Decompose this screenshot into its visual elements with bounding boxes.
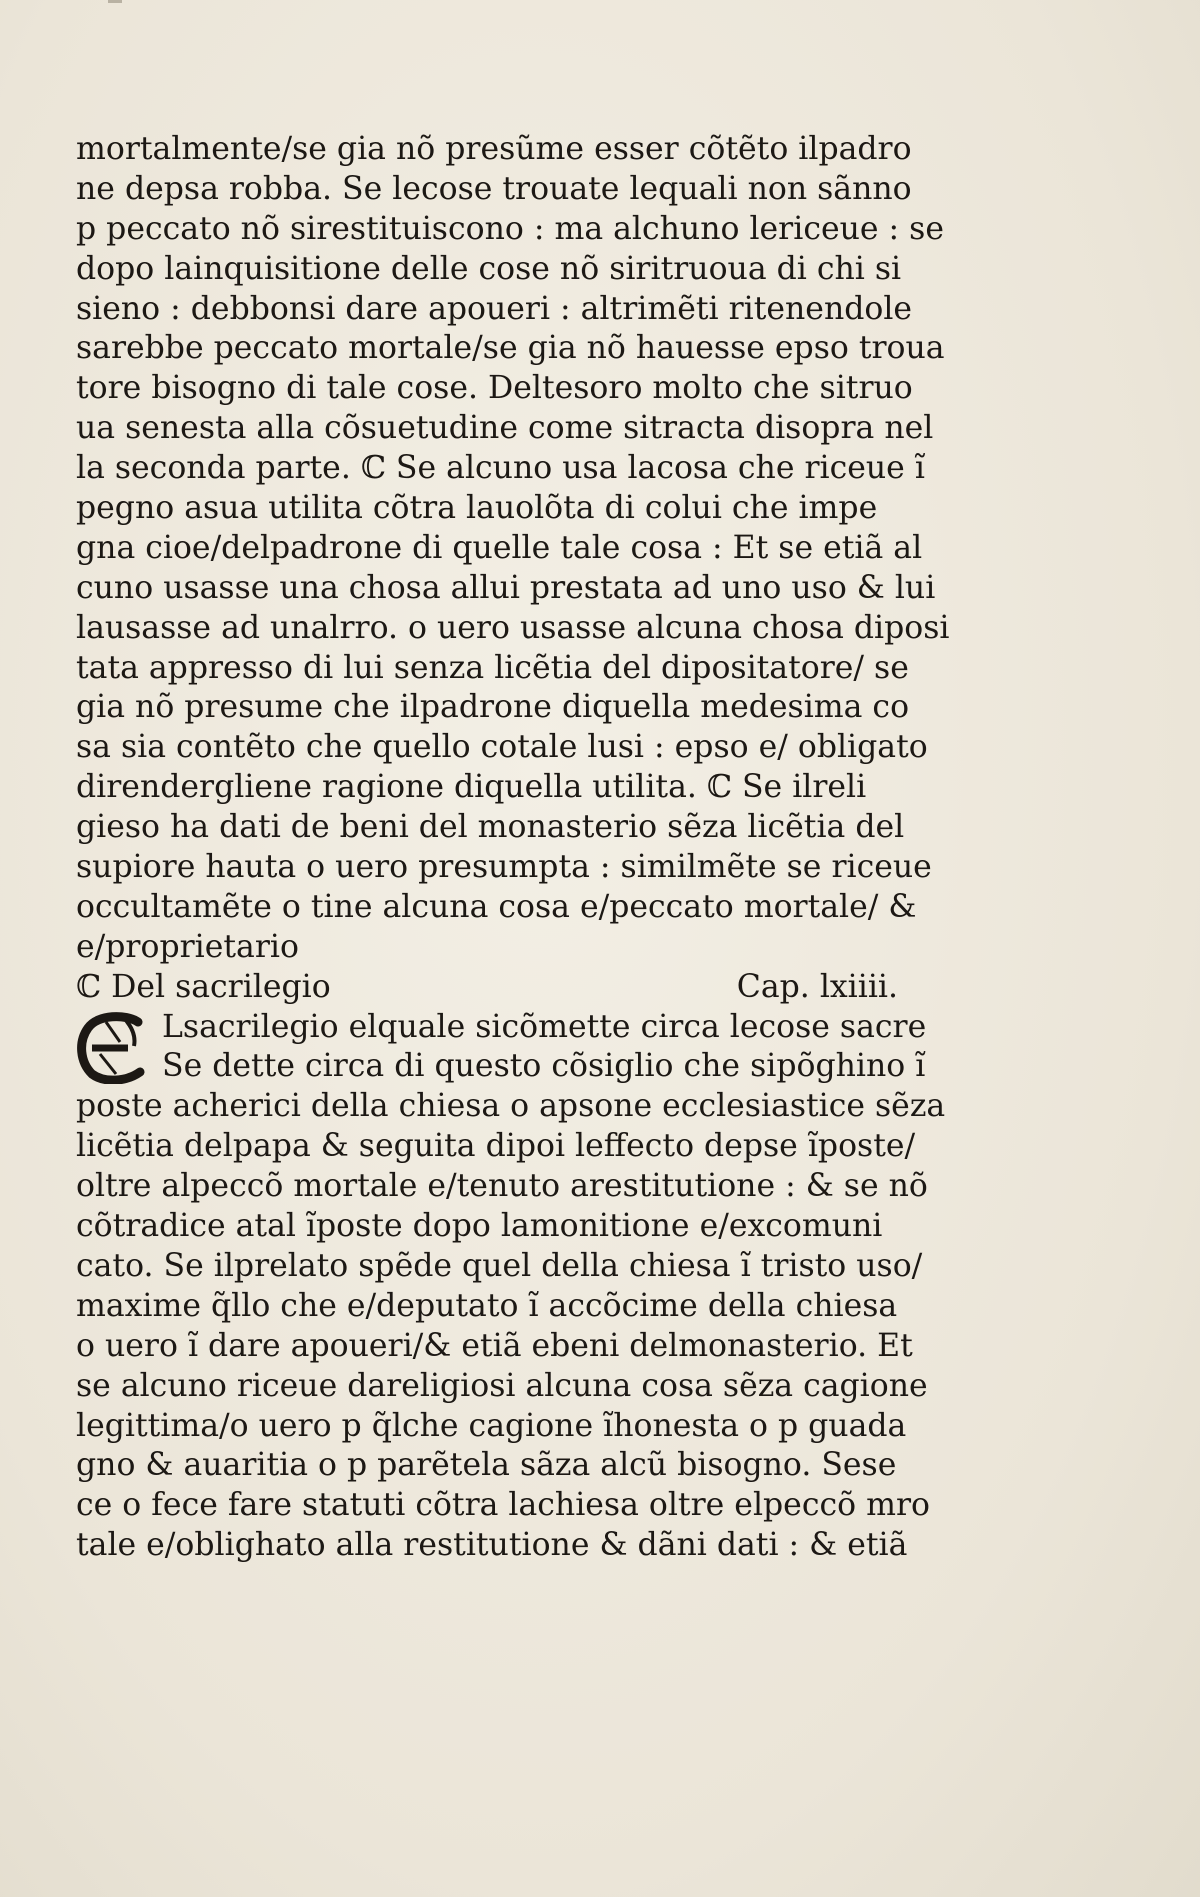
paragraph-before-heading — [76, 130, 950, 968]
text-line: cato. Se ilprelato spẽde quel della chiesa ĩ tristo uso/ — [76, 1247, 923, 1284]
text-line: legittima/o uero p q̃lche cagione ĩhonesta o p guada — [76, 1407, 907, 1444]
text-line: dopo lainquisitione delle cose nõ siritruoua di chi si — [76, 250, 902, 287]
text-line: gna cioe/delpadrone di quelle tale cosa : Et se etiã al — [76, 529, 923, 566]
text-block — [76, 130, 950, 1566]
text-line: poste acherici della chiesa o apsone ecclesiastice sẽza — [76, 1088, 946, 1125]
text-line: tore bisogno di tale cose. Deltesoro molto che sitruo — [76, 370, 913, 407]
drop-cap-paragraph — [76, 1008, 927, 1088]
text-line: direndergliene ragione diquella utilita. ℂ Se ilreli — [76, 769, 867, 806]
chapter-title: ℂ Del sacrilegio — [76, 968, 331, 1005]
text-line: cõtradice atal ĩposte dopo lamonitione e/excomuni — [76, 1208, 883, 1245]
text-line: ua senesta alla cõsuetudine come sitracta disopra nel — [76, 410, 934, 447]
text-line: o uero ĩ dare apoueri/& etiã ebeni delmonasterio. Et — [76, 1327, 913, 1364]
text-line: sa sia contẽto che quello cotale lusi : epso e/ obligato — [76, 729, 928, 766]
text-line: sarebbe peccato mortale/se gia nõ hauesse epso troua — [76, 330, 945, 367]
text-line: licẽtia delpapa & seguita dipoi leffecto depse ĩposte/ — [76, 1128, 916, 1165]
drop-cap-lines — [76, 1008, 927, 1088]
text-line: ce o fece fare statuti cõtra lachiesa oltre elpeccõ mro — [76, 1487, 930, 1524]
text-line: p peccato nõ sirestituiscono : ma alchuno lericeue : se — [76, 210, 944, 247]
paper-speck — [108, 0, 122, 3]
text-line: gia nõ presume che ilpadrone diquella medesima co — [76, 689, 910, 726]
text-line: ne depsa robba. Se lecose trouate lequali non sãnno — [76, 170, 912, 207]
text-line: mortalmente/se gia nõ presũme esser cõtẽto ilpadro — [76, 131, 912, 167]
text-line: sieno : debbonsi dare apoueri : altrimẽti ritenendole — [76, 290, 913, 327]
text-line: cuno usasse una chosa allui prestata ad uno uso & lui — [76, 569, 936, 606]
paragraph-after-heading — [76, 1087, 946, 1566]
text-line: e/proprietario — [76, 928, 299, 965]
text-line: Lsacrilegio elquale sicõmette circa lecose sacre — [162, 1008, 927, 1045]
text-line: pegno asua utilita cõtra lauolõta di colui che impe — [76, 490, 878, 527]
text-line: Se dette circa di questo cõsiglio che sipõghino ĩ — [162, 1048, 926, 1085]
text-line: supiore hauta o uero presumpta : similmẽte se riceue — [76, 849, 932, 886]
chapter-heading — [76, 968, 898, 1008]
text-line: tale e/oblighato alla restitutione & dãni dati : & etiã — [76, 1527, 908, 1564]
text-line: maxime q̃llo che e/deputato ĩ accõcime della chiesa — [76, 1287, 898, 1324]
text-line: oltre alpeccõ mortale e/tenuto arestitutione : & se nõ — [76, 1168, 928, 1205]
text-line: la seconda parte. ℂ Se alcuno usa lacosa che riceue ĩ — [76, 450, 925, 487]
text-line: gieso ha dati de beni del monasterio sẽza licẽtia del — [76, 809, 905, 846]
chapter-number: Cap. lxiiii. — [736, 968, 898, 1005]
text-line: tata appresso di lui senza licẽtia del dipositatore/ se — [76, 649, 909, 686]
text-line: lausasse ad unalrro. o uero usasse alcuna chosa diposi — [76, 609, 950, 646]
text-line: gno & auaritia o p parẽtela sãza alcũ bisogno. Sese — [76, 1447, 897, 1484]
text-line: se alcuno riceue dareligiosi alcuna cosa sẽza cagione — [76, 1367, 928, 1404]
text-line: occultamẽte o tine alcuna cosa e/peccato mortale/ & — [76, 888, 917, 925]
